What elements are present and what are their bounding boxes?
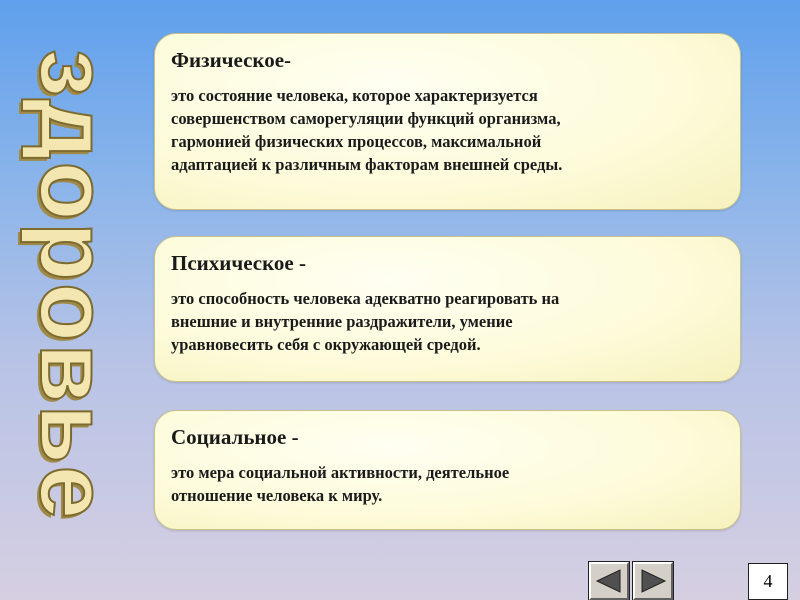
card-line: отношение человека к миру.	[171, 486, 383, 505]
triangle-right-icon	[638, 568, 668, 594]
side-title	[18, 30, 128, 540]
card-text	[171, 84, 722, 176]
card-text	[171, 461, 722, 507]
card-line: совершенством саморегуляции функций организма,	[171, 109, 561, 128]
previous-slide-button[interactable]	[589, 562, 629, 600]
card-line: уравновесить себя с окружающей средой.	[171, 335, 481, 354]
card-line: гармонией физических процессов, максимальной	[171, 132, 542, 151]
card-title: Физическое-	[171, 48, 292, 72]
card-line: это состояние человека, которое характеризуется	[171, 86, 538, 105]
card-text	[171, 287, 722, 356]
card-line: адаптацией к различным факторам внешней среды.	[171, 155, 563, 174]
card-line: это способность человека адекватно реагировать на	[171, 289, 560, 308]
card-mental	[154, 236, 741, 382]
next-slide-button[interactable]	[633, 562, 673, 600]
card-line: внешние и внутренние раздражители, умение	[171, 312, 513, 331]
side-title-text: здоровье	[20, 49, 127, 521]
card-social	[154, 410, 741, 530]
triangle-left-icon	[594, 568, 624, 594]
page-number: 4	[748, 563, 788, 600]
card-physical	[154, 33, 741, 210]
card-title: Социальное -	[171, 425, 299, 449]
card-title: Психическое -	[171, 251, 306, 275]
card-line: это мера социальной активности, деятельное	[171, 463, 510, 482]
